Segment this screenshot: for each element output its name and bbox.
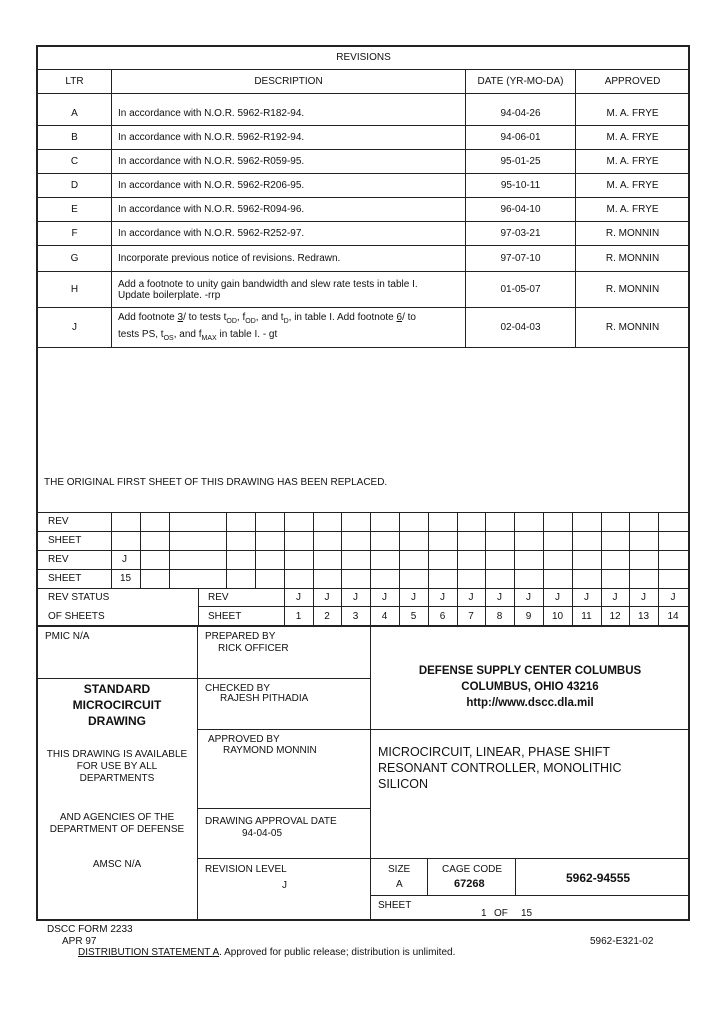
status-sheet-cell: 6 <box>439 611 446 622</box>
status-sheet-cell: 4 <box>381 611 388 622</box>
approval-date-label: DRAWING APPROVAL DATE <box>205 816 337 827</box>
revision-row: D In accordance with N.O.R. 5962-R206-95. 95-10-11 M. A. FRYE <box>38 174 690 198</box>
grid-rev-label-1: REV <box>48 516 69 527</box>
grid-sheet-label-1: SHEET <box>48 535 82 546</box>
col-approved-header: APPROVED <box>576 70 690 94</box>
status-sheet-cell: 2 <box>324 611 330 622</box>
drawing-number: 5962-94555 <box>566 871 631 885</box>
amsc: AMSC N/A <box>92 859 142 870</box>
revision-level-label: REVISION LEVEL <box>205 864 287 875</box>
revision-row: B In accordance with N.O.R. 5962-R192-94. 94-06-01 M. A. FRYE <box>38 126 690 150</box>
pmic: PMIC N/A <box>45 631 90 642</box>
size-label: SIZE <box>388 864 411 875</box>
sheet-of: OF <box>494 908 508 919</box>
status-rev-cell: J <box>670 592 676 603</box>
status-rev-cell: J <box>641 592 646 603</box>
status-sheet-cell: 3 <box>352 611 359 622</box>
status-rev-cell: J <box>296 592 301 603</box>
grid-sheet-value-15: 15 <box>120 573 132 584</box>
drawing-title: MICROCIRCUIT, LINEAR, PHASE SHIFT RESONANT CONTROLLER, MONOLITHIC SILICON <box>378 745 622 791</box>
checked-by-label: CHECKED BY <box>205 683 271 694</box>
dscc-address: DEFENSE SUPPLY CENTER COLUMBUS COLUMBUS, OHIO 43216 http://www.dscc.dla.mil <box>418 665 642 709</box>
status-rev-cell: J <box>353 592 358 603</box>
status-sheet-cell: 7 <box>468 611 474 622</box>
status-sheet-cell: 8 <box>496 611 503 622</box>
status-rev-cell: J <box>440 592 445 603</box>
revision-row: G Incorporate previous notice of revisions. Redrawn. 97-07-10 R. MONNIN <box>38 246 690 272</box>
col-date-header: DATE (YR-MO-DA) <box>466 70 576 94</box>
rev-status-label: REV STATUS <box>48 592 110 603</box>
revisions-table <box>37 45 690 348</box>
status-sheet-cell: 12 <box>609 611 621 622</box>
approved-by: RAYMOND MONNIN <box>223 745 317 756</box>
status-sheet-cell: 10 <box>551 611 564 622</box>
revision-row: A In accordance with N.O.R. 5962-R182-94. 94-04-26 M. A. FRYE <box>38 102 690 126</box>
distribution-statement: DISTRIBUTION STATEMENT A. Approved for public release; distribution is unlimited. <box>78 947 456 958</box>
col-ltr-header: LTR <box>38 70 112 94</box>
status-rev-cell: J <box>526 592 531 603</box>
status-sheet-cell: 9 <box>525 611 532 622</box>
agencies-note: AND AGENCIES OF THE DEPARTMENT OF DEFENSE <box>49 812 185 835</box>
revisions-title: REVISIONS <box>38 46 690 70</box>
status-sheet-cell: 11 <box>581 611 592 622</box>
sheet-total: 15 <box>521 908 533 919</box>
status-rev-cell: J <box>584 592 589 603</box>
status-sheet-cell: 14 <box>667 611 679 622</box>
revision-row: J Add footnote 3/ to tests $t_{OD}$, $f_{OD}$, and $t_D$, in table I. Add footnote 6/ to tests PS, $t_{OS}$, and $f_{MAX}$ in table I. - gt 02-04-03 R. MONNIN <box>38 308 690 348</box>
col-description-header: DESCRIPTION <box>112 70 466 94</box>
status-rev-cell: J <box>324 592 330 603</box>
of-sheets-label: OF SHEETS <box>48 611 105 622</box>
status-sheet-cell: 13 <box>637 611 650 622</box>
status-sheet-label: SHEET <box>208 611 242 622</box>
grid-rev-value-15: J <box>122 554 127 565</box>
size-value: A <box>396 879 403 890</box>
document-code: 5962-E321-02 <box>590 936 654 947</box>
status-sheet-cell: 5 <box>410 611 417 622</box>
status-rev-cell: J <box>382 592 387 603</box>
status-rev-cell: J <box>612 592 618 603</box>
revision-row: F In accordance with N.O.R. 5962-R252-97. 97-03-21 R. MONNIN <box>38 222 690 246</box>
standard-microcircuit-drawing: STANDARD MICROCIRCUIT DRAWING <box>72 682 162 728</box>
revision-row: E In accordance with N.O.R. 5962-R094-96. 96-04-10 M. A. FRYE <box>38 198 690 222</box>
status-rev-cell: J <box>468 592 474 603</box>
status-rev-cell: J <box>497 592 502 603</box>
grid-sheet-label-2: SHEET <box>48 573 82 584</box>
status-sheet-cell: 1 <box>295 611 302 622</box>
revision-level: J <box>282 880 287 891</box>
status-rev-cell: J <box>411 592 416 603</box>
sheet-label: SHEET <box>378 900 412 911</box>
status-rev-label: REV <box>208 592 229 603</box>
checked-by: RAJESH PITHADIA <box>220 693 309 704</box>
revision-row: H Add a footnote to unity gain bandwidth and slew rate tests in table I. Update boilerplate. -rrp 01-05-07 R. MONNIN <box>38 272 690 308</box>
approved-by-label: APPROVED BY <box>208 734 280 745</box>
availability-note: THIS DRAWING IS AVAILABLE FOR USE BY ALL DEPARTMENTS <box>46 749 188 784</box>
revision-row: C In accordance with N.O.R. 5962-R059-95. 95-01-25 M. A. FRYE <box>38 150 690 174</box>
prepared-by: RICK OFFICER <box>218 643 289 654</box>
form-date: APR 97 <box>62 936 97 947</box>
prepared-by-label: PREPARED BY <box>205 631 276 642</box>
approval-date: 94-04-05 <box>242 828 283 839</box>
sheet-number: 1 <box>481 908 487 919</box>
grid-rev-label-2: REV <box>48 554 69 565</box>
form-number: DSCC FORM 2233 <box>47 924 133 935</box>
cage-code-label: CAGE CODE <box>442 864 503 875</box>
replaced-note: THE ORIGINAL FIRST SHEET OF THIS DRAWING HAS BEEN REPLACED. <box>44 477 388 488</box>
cage-code: 67268 <box>454 878 485 890</box>
status-rev-cell: J <box>555 592 560 603</box>
